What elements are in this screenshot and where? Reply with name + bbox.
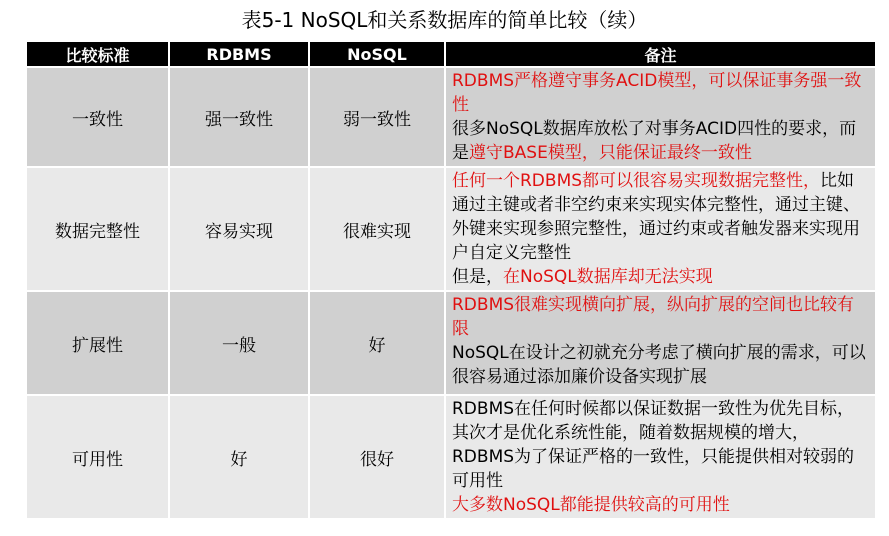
nosql-cell: 好	[310, 290, 446, 394]
table-row	[27, 290, 875, 394]
note-paragraph	[452, 265, 871, 289]
rdbms-cell: 一般	[170, 290, 310, 394]
header-notes: 备注	[446, 42, 875, 66]
table-caption: 表5-1 NoSQL和关系数据库的简单比较（续）	[241, 8, 648, 32]
criterion-cell: 可用性	[27, 394, 170, 518]
note-highlight: 任何一个RDBMS都可以很容易实现数据完整性，	[452, 171, 821, 191]
note-paragraph: NoSQL在设计之初就充分考虑了横向扩展的需求，可以很容易通过添加廉价设备实现扩展	[452, 343, 866, 387]
note-text: 很多NoSQL数据库放松了对事务ACID四性的要求，而是	[452, 119, 857, 163]
rdbms-cell: 强一致性	[170, 66, 310, 166]
note-paragraph	[452, 169, 871, 265]
note-paragraph: 大多数NoSQL都能提供较高的可用性	[452, 495, 730, 515]
table-row	[27, 66, 875, 166]
table-row	[27, 394, 875, 518]
note-cell	[446, 290, 875, 394]
note-text: 比如通过主键或者非空约束来实现实体完整性，通过主键、外键来实现参照完整性，通过约束或者触发器来实现用户自定义完整性	[452, 171, 860, 263]
note-paragraph: RDBMS在任何时候都以保证数据一致性为优先目标，其次才是优化系统性能，随着数据规模的增大，RDBMS为了保证严格的一致性，只能提供相对较弱的可用性	[452, 399, 855, 491]
rdbms-cell: 好	[170, 394, 310, 518]
nosql-cell: 很好	[310, 394, 446, 518]
header-rdbms: RDBMS	[170, 42, 310, 66]
criterion-cell: 数据完整性	[27, 166, 170, 290]
criterion-cell: 扩展性	[27, 290, 170, 394]
note-cell	[446, 394, 875, 518]
note-text: 但是，	[452, 267, 503, 287]
header-criterion: 比较标准	[27, 42, 170, 66]
note-paragraph: RDBMS严格遵守事务ACID模型，可以保证事务强一致性	[452, 71, 862, 115]
table-row	[27, 166, 875, 290]
header-row	[27, 42, 875, 66]
note-highlight: 遵守BASE模型，只能保证最终一致性	[469, 143, 752, 163]
rdbms-cell: 容易实现	[170, 166, 310, 290]
note-paragraph	[452, 117, 871, 165]
note-cell	[446, 66, 875, 166]
note-highlight: 在NoSQL数据库却无法实现	[503, 267, 713, 287]
note-cell	[446, 166, 875, 290]
note-paragraph: RDBMS很难实现横向扩展，纵向扩展的空间也比较有限	[452, 295, 855, 339]
nosql-cell: 很难实现	[310, 166, 446, 290]
nosql-cell: 弱一致性	[310, 66, 446, 166]
criterion-cell: 一致性	[27, 66, 170, 166]
header-nosql: NoSQL	[310, 42, 446, 66]
comparison-table	[27, 42, 875, 518]
